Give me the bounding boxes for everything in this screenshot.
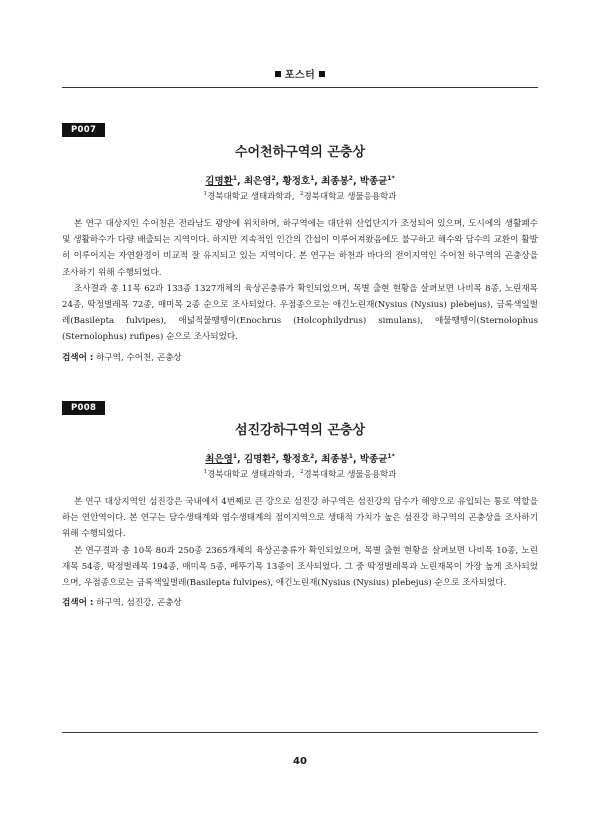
author-name: 김명환 bbox=[243, 454, 272, 465]
abstract-body bbox=[62, 494, 538, 591]
author-sup: 2 bbox=[271, 452, 276, 460]
abstract-p007 bbox=[62, 117, 538, 363]
top-rule bbox=[62, 87, 538, 88]
abstract-title: 수어천하구역의 곤충상 bbox=[234, 145, 366, 160]
author-sup: 1 bbox=[310, 174, 315, 182]
bottom-rule bbox=[62, 732, 538, 733]
author-sup: 1* bbox=[387, 452, 395, 460]
keywords-label: 검색어 : bbox=[62, 598, 94, 609]
abstract-paragraph: 본 연구 대상지역인 섬진강은 국내에서 4번째로 큰 강으로 섬진강 하구역은 섬진강의 담수가 해양으로 유입되는 통로 역할을 하는 연안역이다. 본 연구는 담수생태계와 염수생태계의 점이지역으로 생태적 가치가 높은 섬진강 하구역의 곤충상을 조사하기 위해 수행되었다. bbox=[62, 497, 538, 540]
keywords-line bbox=[62, 596, 538, 608]
affiliations: $^1$경북대학교 생태과학과, $^2$경북대학교 생물응용학과 bbox=[203, 469, 397, 480]
section-header bbox=[0, 66, 600, 81]
abstract-paragraph: 본 연구결과 총 10목 80과 250종 2365개체의 육상곤충류가 확인되었으며, 목별 출현 현황을 살펴보면 나비목 10종, 노린재목 54종, 딱정벌레목 194종, 매미목 5종, 메뚜기목 13종이 조사되었다. 그 중 딱정벌레목과 노린재목이 가장 높게 조사되었으며, 우점종으로는 금록색잎벌레(Basilepta fulvipes), 애긴노린재(Nysius (Nysius) plebejus) 순으로 조사되었다. bbox=[62, 545, 538, 589]
affil-sup: 2 bbox=[299, 469, 304, 476]
abstract-p008 bbox=[62, 395, 538, 608]
author-list: 최은영$^1$, 김명환$^2$, 황정호$^2$, 최종봉$^1$, 박종균$^{1*}$ bbox=[205, 452, 395, 465]
author-list: 김명환$^1$, 최은영$^2$, 황정호$^1$, 최종봉$^2$, 박종균$^{1*}$ bbox=[205, 174, 395, 187]
keywords-value: 하구역, 섬진강, 곤충상 bbox=[96, 598, 182, 609]
abstract-title: 섬진강하구역의 곤충상 bbox=[234, 423, 366, 438]
affiliation: 경북대학교 생태과학과 bbox=[207, 470, 292, 480]
abstract-paragraph: 본 연구 대상지인 수어천은 전라남도 광양에 위치하며, 하구역에는 대단위 산업단지가 조성되어 있으며, 도시에의 생활폐수 및 생활하수가 다량 배출되는 지역이다. 하지만 지속적인 인간의 간섭이 이루어져왔음에도 불구하고 해수와 담수의 교환이 활발히 이루어지는 자연환경이 비교적 잘 유지되고 있는 지역이다. 본 연구는 하천과 바다의 전이지역인 수어천 하구역의 곤충상을 조사하기 위해 수행되었다. bbox=[62, 219, 538, 278]
square-bullet-icon bbox=[319, 71, 325, 77]
author-sup: 1 bbox=[348, 452, 353, 460]
author-name: 김명환 bbox=[205, 176, 233, 187]
abstract-code-badge: P008 bbox=[62, 401, 105, 415]
author-sup: 1 bbox=[232, 174, 238, 182]
author-sup: 2 bbox=[348, 174, 353, 182]
affil-sup: 1 bbox=[203, 191, 208, 198]
abstract-code-badge: P007 bbox=[62, 123, 105, 137]
author-name: 박종균 bbox=[359, 454, 388, 465]
affil-sup: 1 bbox=[203, 469, 208, 476]
square-bullet-icon bbox=[275, 71, 281, 77]
section-header-label: 포스터 bbox=[284, 70, 316, 81]
author-name: 황정호 bbox=[282, 176, 311, 187]
keywords-value: 하구역, 수어천, 곤충상 bbox=[96, 352, 182, 363]
abstract-paragraph: 조사결과 총 11목 62과 133종 1327개체의 육상곤충류가 확인되었으며, 목별 출현 현황을 살펴보면 나비목 8종, 노린재목 24종, 딱정벌레목 72종, 매미목 2종 순으로 조사되었다. 우점종으로는 애긴노린재(Nysius (Nysius) plebejus), 금록색잎벌레(Basilepta fulvipes), 애넓적물땡땡이(Enochrus (Holcophilydrus) simulans), 애물땡땡이(Sternolophus (Sternolophus) rufipes) 순으로 조사되었다. bbox=[62, 283, 538, 343]
author-name: 최종봉 bbox=[321, 176, 349, 187]
keywords-label: 검색어 : bbox=[62, 352, 94, 363]
author-name: 황정호 bbox=[282, 454, 311, 465]
author-name: 박종균 bbox=[359, 176, 388, 187]
author-name: 최종봉 bbox=[321, 454, 349, 465]
page-number: 40 bbox=[293, 756, 307, 767]
affiliation: 경북대학교 생물응용학과 bbox=[303, 470, 397, 480]
abstract-body bbox=[62, 216, 538, 346]
affil-sup: 2 bbox=[299, 191, 304, 198]
author-name: 최은영 bbox=[243, 176, 272, 187]
author-name: 최은영 bbox=[205, 454, 233, 465]
affiliation: 경북대학교 생태과학과 bbox=[207, 192, 292, 202]
author-sup: 1 bbox=[232, 452, 238, 460]
affiliation: 경북대학교 생물응용학과 bbox=[303, 192, 397, 202]
author-sup: 1* bbox=[387, 174, 395, 182]
author-sup: 2 bbox=[310, 452, 315, 460]
keywords-line bbox=[62, 351, 538, 363]
affiliations: $^1$경북대학교 생태과학과, $^2$경북대학교 생물응용학과 bbox=[203, 191, 397, 202]
author-sup: 2 bbox=[271, 174, 276, 182]
